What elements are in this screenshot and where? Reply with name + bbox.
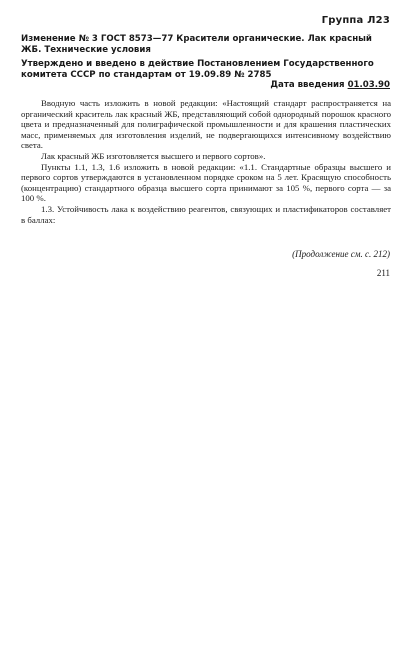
document-title: Изменение № 3 ГОСТ 8573—77 Красители органические. Лак красный ЖБ. Технические условия [21, 34, 372, 55]
group-label: Группа Л23 [321, 15, 390, 26]
approval-statement: Утверждено и введено в действие Постановлением Государственного комитета СССР по стандартам от 19.09.89 № 2785 [21, 59, 374, 80]
page-number: 211 [376, 268, 390, 278]
continuation-note: (Продолжение см. с. 212) [292, 249, 390, 259]
document-body [21, 98, 391, 225]
effective-date [270, 80, 390, 90]
body-paragraph: Лак красный ЖБ изготовляется высшего и первого сортов». [41, 150, 266, 161]
body-paragraph: Пункты 1.1, 1.3, 1.6 изложить в новой редакции: «1.1. Стандартные образцы высшего и первого сортов утверждаются в установленном порядке сроком на 5 лет. Красящую способность (концентрацию) стандартного образца высшего сорта принимают за 105 %, первого сорта — за 100 %. [21, 161, 391, 204]
effective-date-value: 01.03.90 [347, 80, 390, 90]
effective-date-label: Дата введения [270, 80, 345, 90]
body-paragraph: 1.3. Устойчивость лака к воздействию реагентов, связующих и пластификаторов составляет в баллах: [21, 203, 391, 225]
body-paragraph: Вводную часть изложить в новой редакции: «Настоящий стандарт распространяется на органический краситель лак красный ЖБ, представляющий собой однородный порошок красного цвета и предназначенный для полиграфической промышленности и для крашения пластических масс, применяемых для изготовления изделий, не подвергающихся интенсивному воздействию света. [21, 98, 391, 151]
